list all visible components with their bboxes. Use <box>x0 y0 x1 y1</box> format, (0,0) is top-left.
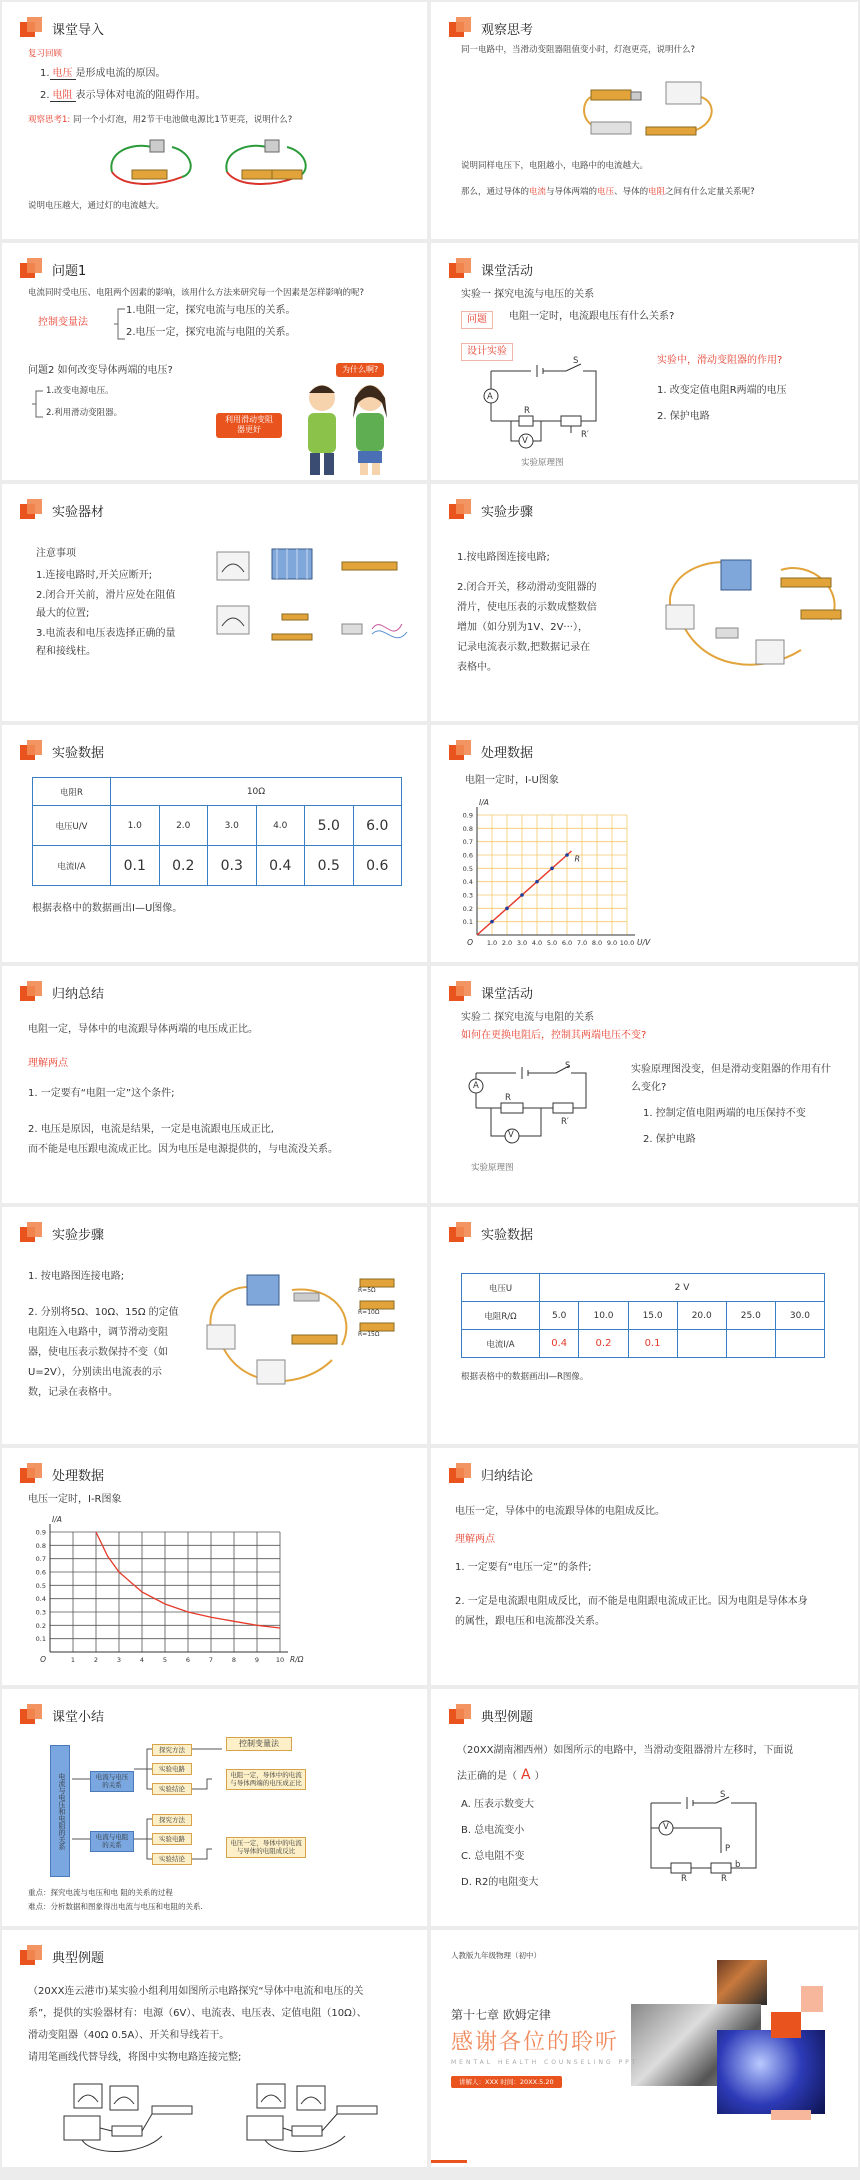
slider-label: P <box>725 1844 731 1854</box>
slide-title: 课堂活动 <box>481 986 534 1002</box>
switch-label: S <box>720 1790 726 1800</box>
origin-label: O <box>467 938 473 947</box>
table-cell: 4.0 <box>256 806 305 846</box>
question-text: 同一电路中，当滑动变阻器阻值变小时，灯泡更亮，说明什么? <box>461 45 696 55</box>
circuit-illustration <box>102 132 332 192</box>
y-tick-label: 0.3 <box>35 1608 46 1617</box>
y-tick-label: 0.8 <box>35 1541 46 1550</box>
data-point <box>535 880 539 884</box>
table-row <box>462 1302 825 1330</box>
table-cell: 0.5 <box>305 846 354 886</box>
diagram-caption: 实验原理图 <box>471 1163 514 1173</box>
table-row <box>462 1274 825 1302</box>
role-2: 2. 保护电路 <box>643 1134 696 1145</box>
bracket <box>32 389 44 419</box>
slide-title: 处理数据 <box>481 745 534 761</box>
resistor-label-5: R=5Ω <box>358 1287 376 1294</box>
method-item-1: 1.电阻一定，探究电流与电压的关系。 <box>126 305 296 316</box>
y-tick-label: 0.4 <box>35 1595 46 1604</box>
resistor-label: R <box>505 1093 511 1103</box>
answer-1: 1.改变电源电压。 <box>46 386 114 396</box>
y-tick-label: 0.4 <box>462 878 473 887</box>
x-tick-label: 4 <box>139 1656 145 1664</box>
x-tick-label: 8 <box>231 1656 237 1664</box>
relation-question: 那么，通过导体的电流与导体两端的电压、导体的电阻之间有什么定量关系呢? <box>461 187 755 197</box>
slide-title: 实验数据 <box>52 745 105 761</box>
y-tick-label: 0.8 <box>462 824 473 833</box>
x-tick-label: 3 <box>116 1656 122 1664</box>
summary-main: 电阻一定，导体中的电流跟导体两端的电压成正比。 <box>28 1024 258 1035</box>
chart-subtitle: 电阻一定时，I-U图象 <box>465 775 559 786</box>
slide-header <box>449 1703 533 1727</box>
resistor-label-15: R=15Ω <box>358 1331 380 1338</box>
table-note: 根据表格中的数据画出I—R图像。 <box>461 1372 589 1382</box>
y-tick-label: 0.9 <box>35 1528 46 1537</box>
think-question: 观察思考1: 同一个小灯泡，用2节干电池做电源比1节更亮，说明什么? <box>28 115 293 125</box>
hard-point: 难点：分析数据和图象得出电流与电压和电阻的关系. <box>28 1902 203 1911</box>
mindmap-conclusion-1: 电阻一定，导体中的电流与导体两端的电压成正比 <box>226 1769 306 1790</box>
role-1: 1. 改变定值电阻R两端的电压 <box>657 385 787 396</box>
slide-9[interactable] <box>2 966 427 1203</box>
table-header: 电压U <box>462 1274 540 1302</box>
y-tick-label: 0.1 <box>462 918 473 927</box>
slide-1[interactable] <box>2 2 427 239</box>
y-tick-label: 0.7 <box>462 838 473 847</box>
y-tick-label: 0.2 <box>462 904 473 913</box>
slide-header <box>20 498 104 522</box>
points-label: 理解两点 <box>455 1534 495 1545</box>
logo-icon <box>20 1704 42 1726</box>
step-1: 1. 按电路图连接电路; <box>28 1271 125 1282</box>
slide-title: 观察思考 <box>481 22 534 38</box>
slide-17[interactable] <box>2 1930 427 2167</box>
slide-header <box>20 257 86 281</box>
method-item-2: 2.电压一定，探究电流与电阻的关系。 <box>126 327 296 338</box>
slide-10[interactable] <box>431 966 858 1203</box>
accent-line <box>431 2160 467 2163</box>
circuit-illustration <box>202 1265 362 1390</box>
logo-icon <box>20 1463 42 1485</box>
data-point <box>565 853 569 857</box>
notes-title: 注意事项 <box>36 548 76 559</box>
slide-header <box>20 16 104 40</box>
table-header: 电流I/A <box>33 846 111 886</box>
slide-header <box>449 257 533 281</box>
table-cell: 0.2 <box>579 1330 628 1358</box>
switch-label: S <box>565 1061 571 1071</box>
table-cell: 1.0 <box>111 806 160 846</box>
role-2: 2. 保护电路 <box>657 411 710 422</box>
step-2d: 记录电流表示数,把数据记录在 <box>457 642 591 653</box>
y-tick-label: 0.1 <box>35 1635 46 1644</box>
mindmap-leaf: 探究方法 <box>152 1814 192 1826</box>
slide-8[interactable] <box>431 725 858 962</box>
design-label: 设计实验 <box>461 343 513 361</box>
step-2c: 器，使电压表示数保持不变（如 <box>28 1347 168 1358</box>
x-tick-label: 5.0 <box>546 939 558 947</box>
logo-icon <box>20 258 42 280</box>
slide-title: 归纳总结 <box>52 986 105 1002</box>
mindmap-leaf: 实验电路 <box>152 1833 192 1845</box>
table-cell: 10.0 <box>579 1302 628 1330</box>
slide-title: 实验步骤 <box>481 504 534 520</box>
mindmap-method: 控制变量法 <box>226 1737 292 1751</box>
intro-text: 电流同时受电压、电阻两个因素的影响，该用什么方法来研究每一个因素是怎样影响的呢? <box>28 288 365 298</box>
x-tick-label: 7 <box>208 1656 214 1664</box>
logo-icon <box>449 740 471 762</box>
bracket <box>114 307 126 341</box>
slide-title: 典型例题 <box>52 1950 105 1966</box>
slide-7[interactable] <box>2 725 427 962</box>
point-2b: 而不能是电压跟电流成正比。因为电压是电源提供的，与电流没关系。 <box>28 1144 338 1155</box>
slide-title: 课堂小结 <box>52 1709 105 1725</box>
ammeter-label: A <box>487 392 493 402</box>
y-tick-label: 0.2 <box>35 1621 46 1630</box>
speaker-info: 讲解人：XXX 时间：20XX.5.20 <box>451 2076 562 2088</box>
role-question-a: 实验原理图没变，但是滑动变阻器的作用有什 <box>631 1064 831 1075</box>
logo-icon <box>20 499 42 521</box>
logo-icon <box>449 499 471 521</box>
mindmap-leaf: 实验电路 <box>152 1763 192 1775</box>
slide-3[interactable] <box>2 243 427 480</box>
logo-icon <box>20 1945 42 1967</box>
physical-circuit-sketch <box>52 2076 382 2158</box>
x-tick-label: 6.0 <box>561 939 573 947</box>
table-header: 电流I/A <box>462 1330 540 1358</box>
data-table <box>461 1273 825 1358</box>
circuit-illustration <box>571 72 721 147</box>
point-1: 1. 一定要有“电阻一定”这个条件; <box>28 1088 175 1099</box>
photo-lightning <box>717 2030 825 2114</box>
slide-header <box>449 498 533 522</box>
question-2: 问题2 如何改变导体两端的电压? <box>28 365 173 376</box>
accent-block <box>801 1986 823 2012</box>
slide-6[interactable] <box>431 484 858 721</box>
key-point: 重点：探究电流与电压和电 阻的关系的过程 <box>28 1888 173 1897</box>
table-cell: 5.0 <box>540 1302 579 1330</box>
point-2a: 2. 电压是原因，电流是结果，一定是电流跟电压成正比, <box>28 1124 274 1135</box>
option-c[interactable]: C. 总电阻不变 <box>461 1851 525 1862</box>
slide-title: 处理数据 <box>52 1468 105 1484</box>
step-2c: 增加（如分别为1V、2V···）， <box>457 622 588 633</box>
option-a[interactable]: A. 压表示数变大 <box>461 1799 535 1810</box>
slide-header <box>449 1462 533 1486</box>
rheostat-label: R′ <box>561 1117 569 1127</box>
experiment-title: 实验二 探究电流与电阻的关系 <box>461 1012 595 1023</box>
table-cell: 20.0 <box>677 1302 726 1330</box>
thanks-title: 感谢各位的聆听 <box>451 2030 620 2055</box>
slide-title: 问题1 <box>52 263 87 279</box>
equipment-illustration <box>212 544 412 654</box>
logo-icon <box>449 981 471 1003</box>
question-line-1: （20XX连云港市)某实验小组利用如图所示电路探究“导体中电流和电压的关 <box>28 1986 364 1997</box>
logo-icon <box>20 740 42 762</box>
x-axis-label: R/Ω <box>290 1655 304 1664</box>
logo-icon <box>449 258 471 280</box>
slide-title: 课堂导入 <box>52 22 105 38</box>
y-axis-label: I/A <box>52 1515 62 1524</box>
table-cell <box>677 1330 726 1358</box>
note-3b: 程和接线柱。 <box>36 646 96 657</box>
data-point <box>505 907 509 911</box>
answer: A <box>521 1767 531 1783</box>
question-text: 电阻一定时，电流跟电压有什么关系? <box>509 311 675 322</box>
slide-12[interactable] <box>431 1207 858 1444</box>
question-label: 问题 <box>461 311 493 329</box>
y-tick-label: 0.9 <box>462 811 473 820</box>
table-cell: 0.1 <box>628 1330 677 1358</box>
note-3a: 3.电流表和电压表选择正确的量 <box>36 628 176 639</box>
slide-14[interactable] <box>431 1448 858 1685</box>
table-cell: 0.2 <box>159 846 208 886</box>
mindmap-leaf: 实验结论 <box>152 1853 192 1865</box>
slide-18[interactable] <box>431 1930 858 2167</box>
logo-icon <box>20 1222 42 1244</box>
y-tick-label: 0.5 <box>35 1581 46 1590</box>
y-tick-label: 0.5 <box>462 864 473 873</box>
slide-13[interactable] <box>2 1448 427 1685</box>
data-point <box>520 893 524 897</box>
table-cell: 10Ω <box>111 778 402 806</box>
x-tick-label: 8.0 <box>591 939 603 947</box>
logo-icon <box>20 17 42 39</box>
x-tick-label: 5 <box>162 1656 168 1664</box>
voltmeter-label: V <box>508 1130 514 1140</box>
english-subtitle: MENTAL HEALTH COUNSELING PPT <box>451 2059 639 2066</box>
review-line-2: 2. 电阻 表示导体对电流的阻碍作用。 <box>40 90 206 101</box>
step-2e: 数，记录在表格中。 <box>28 1387 118 1398</box>
circuit-diagram <box>641 1793 771 1883</box>
method-label: 控制变量法 <box>38 317 88 328</box>
table-cell: 3.0 <box>208 806 257 846</box>
role-question-b: 么变化? <box>631 1082 667 1093</box>
table-row <box>462 1330 825 1358</box>
point-1: 1. 一定要有“电压一定”的条件; <box>455 1562 592 1573</box>
data-point <box>490 920 494 924</box>
slide-title: 实验器材 <box>52 504 105 520</box>
table-cell: 0.3 <box>208 846 257 886</box>
x-tick-label: 6 <box>185 1656 191 1664</box>
step-1: 1.按电路图连接电路; <box>457 552 550 563</box>
x-tick-label: 10.0 <box>619 939 635 947</box>
note-2a: 2.闭合开关前，滑片应处在阻值 <box>36 590 176 601</box>
slide-5[interactable] <box>2 484 427 721</box>
data-table <box>32 777 402 886</box>
slide-16[interactable] <box>431 1689 858 1926</box>
mindmap-leaf: 实验结论 <box>152 1783 192 1795</box>
r1-label: R <box>681 1874 687 1884</box>
slide-header <box>449 1221 533 1245</box>
resistor-set-illustration <box>358 1277 398 1337</box>
x-tick-label: 1.0 <box>486 939 498 947</box>
question-line-b: 法正确的是（ A ） <box>457 1767 545 1783</box>
review-line-1: 1. 电压 是形成电流的原因。 <box>40 68 166 79</box>
step-2d: U=2V），分别读出电流表的示 <box>28 1367 162 1378</box>
endpoint-label: b <box>735 1860 741 1870</box>
question-line-3: 滑动变阻器（40Ω 0.5A）、开关和导线若干。 <box>28 2030 230 2041</box>
table-cell: 0.4 <box>540 1330 579 1358</box>
x-tick-label: 1 <box>70 1656 76 1664</box>
slide-title: 实验步骤 <box>52 1227 105 1243</box>
x-tick-label: 4.0 <box>531 939 543 947</box>
table-cell: 2.0 <box>159 806 208 846</box>
circuit-diagram <box>471 361 611 451</box>
x-axis-label: U/V <box>637 938 651 947</box>
table-header: 电阻R/Ω <box>462 1302 540 1330</box>
slide-title: 课堂活动 <box>481 263 534 279</box>
table-cell: 0.6 <box>353 846 402 886</box>
slide-15[interactable] <box>2 1689 427 1926</box>
chapter-title: 第十七章 欧姆定律 <box>451 2008 551 2022</box>
x-tick-label: 7.0 <box>576 939 588 947</box>
step-2a: 2. 分别将5Ω、10Ω、15Ω 的定值 <box>28 1307 179 1318</box>
slide-header <box>20 980 104 1004</box>
y-tick-label: 0.7 <box>35 1555 46 1564</box>
table-cell: 6.0 <box>353 806 402 846</box>
slide-title: 典型例题 <box>481 1709 534 1725</box>
mindmap-branch-1: 电流与电压的关系 <box>90 1771 134 1792</box>
table-note: 根据表格中的数据画出I—U图像。 <box>32 903 183 914</box>
question-line-a: （20XX湖南湘西州）如图所示的电路中，当滑动变阻器滑片左移时，下面说 <box>457 1745 794 1756</box>
rheostat-label: R′ <box>581 430 589 440</box>
option-d[interactable]: D. R2的电阻变大 <box>461 1877 539 1888</box>
point-2a: 2. 一定是电流跟电阻成反比，而不能是电阻跟电流成正比。因为电阻是导体本身 <box>455 1596 808 1607</box>
experiment-title: 实验一 探究电流与电压的关系 <box>461 289 595 300</box>
conclusion-text: 说明电压越大，通过灯的电流越大。 <box>28 201 165 211</box>
table-cell: 15.0 <box>628 1302 677 1330</box>
voltmeter-label: V <box>663 1822 669 1832</box>
x-tick-label: 3.0 <box>516 939 528 947</box>
table-cell <box>775 1330 824 1358</box>
logo-icon <box>449 1704 471 1726</box>
accent-block <box>771 2012 801 2038</box>
y-axis-label: I/A <box>479 799 489 807</box>
resistor-label-10: R=10Ω <box>358 1309 380 1316</box>
logo-icon <box>20 981 42 1003</box>
conclusion-text: 说明同样电压下，电阻越小，电路中的电流越大。 <box>461 161 649 171</box>
slide-header <box>449 980 533 1004</box>
x-tick-label: 2.0 <box>501 939 513 947</box>
data-point <box>550 867 554 871</box>
ir-chart <box>20 1514 310 1674</box>
question-line-2: 系”，提供的实验器材有：电源（6V）、电流表、电压表、定值电阻（10Ω）、 <box>28 2008 367 2019</box>
table-cell: 30.0 <box>775 1302 824 1330</box>
slide-header <box>20 1221 104 1245</box>
slide-header <box>449 16 533 40</box>
r2-label: R <box>721 1874 727 1884</box>
table-cell: 0.1 <box>111 846 160 886</box>
table-header: 电阻R <box>33 778 111 806</box>
slide-header <box>20 1944 104 1968</box>
option-b[interactable]: B. 总电流变小 <box>461 1825 525 1836</box>
question-line-4: 请用笔画线代替导线，将图中实物电路连接完整; <box>28 2052 242 2063</box>
question-text: 如何在更换电阻后，控制其两端电压不变? <box>461 1030 647 1041</box>
voltmeter-label: V <box>522 436 528 446</box>
slide-title: 实验数据 <box>481 1227 534 1243</box>
table-row <box>33 778 402 806</box>
y-tick-label: 0.6 <box>462 851 473 860</box>
review-label: 复习回顾 <box>28 49 63 59</box>
origin-label: O <box>40 1655 46 1664</box>
series-label: R <box>574 854 581 864</box>
circuit-diagram <box>461 1058 601 1158</box>
circuit-illustration <box>661 550 846 675</box>
table-row <box>33 846 402 886</box>
summary-main: 电压一定，导体中的电流跟导体的电阻成反比。 <box>455 1506 665 1517</box>
note-2b: 最大的位置; <box>36 608 90 619</box>
accent-block <box>771 2110 811 2120</box>
note-1: 1.连接电路时,开关应断开; <box>36 570 153 581</box>
point-2b: 的属性，跟电压和电流都没关系。 <box>455 1616 605 1627</box>
table-cell: 0.4 <box>256 846 305 886</box>
table-header: 电压U/V <box>33 806 111 846</box>
step-2e: 表格中。 <box>457 662 497 673</box>
points-label: 理解两点 <box>28 1058 68 1069</box>
slide-title: 归纳结论 <box>481 1468 534 1484</box>
table-cell: 2 V <box>540 1274 825 1302</box>
mindmap-root: 电流与电压和电阻的关系 <box>50 1745 70 1877</box>
slide-4[interactable] <box>431 243 858 480</box>
role-1: 1. 控制定值电阻两端的电压保持不变 <box>643 1108 806 1119</box>
students-illustration <box>292 373 402 478</box>
table-cell: 25.0 <box>726 1302 775 1330</box>
speech-bubble: 为什么啊? <box>336 363 384 377</box>
slide-header <box>20 1462 104 1486</box>
slide-header <box>449 739 533 763</box>
table-cell <box>726 1330 775 1358</box>
slide-header <box>20 1703 104 1727</box>
mindmap-conclusion-2: 电压一定，导体中的电流与导体的电阻成反比 <box>226 1837 306 1858</box>
logo-icon <box>449 1463 471 1485</box>
table-row <box>33 806 402 846</box>
logo-icon <box>449 17 471 39</box>
mindmap-branch-2: 电流与电阻的关系 <box>90 1831 134 1852</box>
x-tick-label: 2 <box>93 1656 99 1664</box>
switch-label: S <box>573 356 579 366</box>
y-tick-label: 0.3 <box>462 891 473 900</box>
slide-2[interactable] <box>431 2 858 239</box>
step-2a: 2.闭合开关，移动滑动变阻器的 <box>457 582 597 593</box>
iu-chart <box>451 799 651 955</box>
speech-bubble: 利用滑动变阻器更好 <box>216 413 282 438</box>
slide-11[interactable] <box>2 1207 427 1444</box>
step-2b: 滑片，使电压表的示数成整数倍 <box>457 602 597 613</box>
answer-2: 2.利用滑动变阻器。 <box>46 408 123 418</box>
photo-equipment <box>717 1960 767 2005</box>
y-tick-label: 0.6 <box>35 1568 46 1577</box>
slide-header <box>20 739 104 763</box>
step-2b: 电阻连入电路中，调节滑动变阻 <box>28 1327 168 1338</box>
x-tick-label: 9 <box>254 1656 260 1664</box>
x-tick-label: 10 <box>275 1656 285 1664</box>
mindmap-leaf: 探究方法 <box>152 1744 192 1756</box>
resistor-label: R <box>524 406 530 416</box>
logo-icon <box>449 1222 471 1244</box>
role-question: 实验中，滑动变阻器的作用? <box>657 355 783 366</box>
x-tick-label: 9.0 <box>606 939 618 947</box>
chart-subtitle: 电压一定时，I-R图象 <box>28 1494 122 1505</box>
ammeter-label: A <box>473 1081 479 1091</box>
table-cell: 5.0 <box>305 806 354 846</box>
publisher: 人教版九年级物理（初中） <box>451 1951 541 1960</box>
diagram-caption: 实验原理图 <box>521 458 564 468</box>
